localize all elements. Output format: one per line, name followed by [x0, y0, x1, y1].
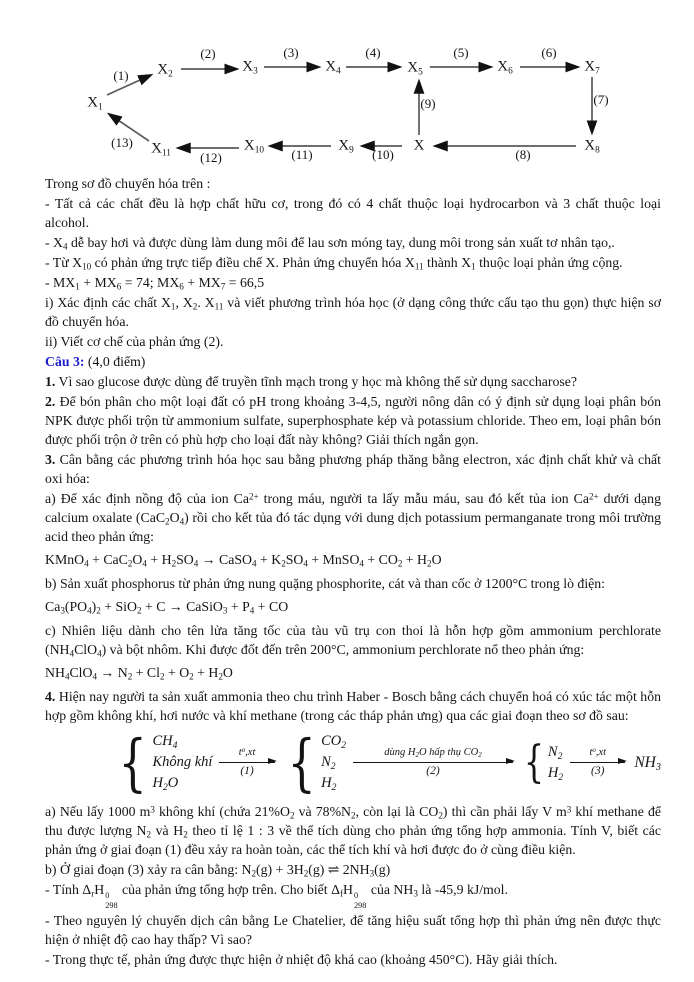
equation-kmno4: KMnO$_4$ + $CaC_2O_4 + H_2SO_4$ → CaSO$_4$ + $K_2SO_4$ + MnSO$_4$ + $CO_2 + H_2O$: [45, 552, 442, 569]
feed-ch4: $CH_4$: [152, 733, 178, 751]
bullet-molar-masses: - $MX_1 + MX_6 = 74$; $MX_6 + MX_7 = 66,5$: [45, 275, 265, 292]
diagram-arrow-label-7: (7): [593, 92, 609, 107]
bullet-x4-solvent: - $X_4$ dễ bay hơi và được dùng làm dung môi để lau sơn móng tay, dung môi trong sản xuất tơ nhân tạo,.: [45, 235, 615, 252]
diagram-arrow-label-3: (3): [283, 45, 299, 60]
stage-3-number: (3): [591, 764, 605, 777]
stage-3-arrow: [570, 747, 625, 777]
stage-3-conditions: $t^o,xt$: [589, 747, 607, 759]
mid-h2: $H_2$: [321, 775, 337, 793]
equation-phosphorite: $Ca_3(PO_4)_2 + SiO_2 + C$ → CaSiO$_3$ + $P_4$ + CO: [45, 599, 289, 616]
feed-mixture-group: [113, 725, 213, 799]
diagram-arrow-label-9: (9): [420, 96, 436, 111]
q3-part-3c: c) Nhiên liệu dành cho tên lửa tăng tốc của tàu vũ trụ con thoi là hỗn hợp gồm ammonium perchlorate $(NH_4ClO_4)$ và bột nhôm. Khi được đốt đến trên 200°C, ammonium perchlorate nổ theo phản ứng:: [45, 623, 661, 659]
diagram-node-X9: $X_9$: [338, 137, 354, 156]
diagram-arrow-label-8: (8): [515, 147, 531, 162]
q3-part-3: 3. Cân bằng các phương trình hóa học sau bằng phương pháp thăng bằng electron, xác định chất khử và chất oxi hóa:: [45, 452, 661, 486]
syn-n2: $N_2$: [547, 743, 563, 762]
bullet-x10-reaction: - Từ $X_{10}$ có phản ứng trực tiếp điều chế X. Phản ứng chuyển hóa $X_{11}$ thành $X_1$ thuộc loại phản ứng cộng.: [45, 255, 623, 272]
left-brace-icon: {: [118, 725, 147, 799]
feed-air: Không khí: [152, 754, 213, 771]
diagram-arrow-label-1: (1): [113, 68, 129, 83]
left-brace-icon: {: [523, 736, 544, 788]
arrow-right-icon: [570, 762, 625, 763]
diagram-arrow-label-4: (4): [365, 45, 381, 60]
diagram-node-X11: $X_{11}$: [151, 140, 171, 159]
q3-part-1: 1. Vì sao glucose được dùng để truyền tĩnh mạch trong y học mà không thể sử dụng saccharose?: [45, 374, 577, 389]
intermediate-mixture-group: [282, 725, 347, 799]
arrow-right-icon: [219, 762, 274, 763]
q4-part-a: a) Nếu lấy 1000 $m^3$ không khí (chứa $21\%O_2$ và $78\%N_2$, còn lại là $CO_2$) thì cần phải lấy V $m^3$ khí methane để thu được lượng $N_2$ và $H_2$ theo tỉ lệ 1 : 3 về thể tích dùng cho phản ứng tổng hợp ammonia. Tính V, biết các phản ứng ở giai đoạn (1) đều xảy ra hoàn toàn, các thể tích khí và hơi được đo ở cùng điều kiện.: [45, 804, 661, 858]
question-3-heading: Câu 3: (4,0 điểm): [45, 354, 146, 369]
diagram-arrow-label-13: (13): [111, 135, 133, 150]
diagram-arrow-label-12: (12): [200, 150, 222, 165]
q4-part-b: b) Ở giai đoạn (3) xảy ra cân bằng: $N_2(g) + 3H_2(g)$ ⇌ $2NH_3(g)$: [45, 862, 391, 879]
left-brace-icon: {: [287, 725, 316, 799]
q3-part-2: 2. Để bón phân cho một loại đất có pH trong khoảng 3-4,5, người nông dân có ý định sử dụng loại phân bón NPK được phối trộn từ ammonium sulfate, superphosphate kép và potassium chloride. Theo em, loại phân bón được phối trộn ở trên có phù hợp cho loại đất này không? Giải thích ngắn gọn.: [45, 394, 661, 447]
haber-bosch-scheme: [113, 725, 661, 799]
diagram-arrow-label-5: (5): [453, 45, 469, 60]
q4-real-temp: - Trong thực tế, phản ứng được thực hiện ở nhiệt độ khá cao (khoảng 450°C). Hãy giải thích.: [45, 952, 558, 968]
bullet-all-organic: - Tất cả các chất đều là hợp chất hữu cơ, trong đó có 4 chất thuộc loại hydrocarbon và 3 chất thuộc loại alcohol.: [45, 196, 661, 230]
diagram-node-X4: $X_4$: [325, 58, 341, 77]
stage-1-arrow: [219, 747, 274, 777]
stage-2-number: (2): [426, 764, 440, 777]
diagram-arrow-label-2: (2): [200, 46, 216, 61]
diagram-node-X8: $X_8$: [584, 137, 600, 156]
syn-h2: $H_2$: [547, 764, 564, 783]
diagram-node-X: X: [413, 137, 425, 154]
diagram-arrow-label-11: (11): [291, 147, 313, 162]
q3-part-3b: b) Sản xuất phosphorus từ phản ứng nung quặng phosphorite, cát và than cốc ở 1200°C trong lò điện:: [45, 576, 606, 591]
product-nh3: $NH_3$: [634, 753, 661, 773]
diagram-node-X5: $X_5$: [407, 59, 423, 78]
q3-part-4: 4. Hiện nay người ta sản xuất ammonia theo chu trình Haber - Bosch bằng cách chuyển hoá có xúc tác một hỗn hợp gồm không khí, hơi nước và khí methane (trong các tháp phản ưng) qua các giai đoạn theo sơ đồ sau:: [45, 689, 661, 723]
stage-1-number: (1): [240, 764, 254, 777]
stage-1-conditions: $t^o,xt$: [238, 747, 256, 759]
diagram-node-X10: $X_{10}$: [243, 137, 265, 156]
q3-part-3a: a) Để xác định nồng độ của ion $Ca^{2+}$ trong máu, người ta lấy mẫu máu, sau đó kết tủa ion $Ca^{2+}$ dưới dạng calcium oxalate $(CaC_2O_4)$ rồi cho kết tủa đó tác dụng với dung dịch potassium permanganate trong môi trường acid theo phản ứng:: [45, 491, 661, 544]
diagram-arrow-label-6: (6): [541, 45, 557, 60]
task-ii: ii) Viết cơ chế của phản ứng (2).: [45, 334, 224, 349]
mid-co2: $CO_2$: [321, 733, 347, 751]
diagram-node-X7: $X_7$: [584, 58, 600, 77]
conversion-scheme-diagram: [45, 40, 653, 170]
stage-2-conditions: dùng $H_2O$ hấp thụ $CO_2$: [384, 747, 482, 760]
feed-water: $H_2O$: [152, 775, 179, 793]
stage-2-arrow: [353, 747, 513, 777]
q4-enthalpy: - Tính $\Delta_rH$ 0 298 của phản ứng tổng hợp trên. Cho biết $\Delta_fH$ 0 298 của $NH_3$ là -45,9 kJ/mol.: [45, 882, 508, 910]
diagram-node-X3: $X_3$: [242, 58, 258, 77]
intro-line: Trong sơ đồ chuyển hóa trên :: [45, 176, 211, 191]
mid-n2: $N_2$: [321, 754, 336, 772]
equation-perchlorate: $NH_4ClO_4 \to N_2 + Cl_2 + O_2 + H_2O$: [45, 665, 233, 682]
diagram-node-X1: $X_1$: [87, 94, 103, 113]
arrow-right-icon: [353, 762, 513, 763]
diagram-node-X6: $X_6$: [497, 58, 513, 77]
task-i: i) Xác định các chất $X_1$, $X_2$. $X_{11}$ và viết phương trình hóa học (ở dạng công thức cấu tạo thu gọn) thực hiện sơ đồ chuyển hóa.: [45, 295, 661, 329]
diagram-arrow-label-10: (10): [372, 147, 394, 162]
synthesis-gas-group: [520, 736, 564, 788]
q4-lechatelier: - Theo nguyên lý chuyển dịch cân bằng Le Chatelier, để tăng hiệu suất tổng hợp thì phản ứng nên được thực hiện ở nhiệt độ cao hay thấp? Vì sao?: [45, 913, 661, 948]
diagram-node-X2: $X_2$: [157, 61, 173, 80]
